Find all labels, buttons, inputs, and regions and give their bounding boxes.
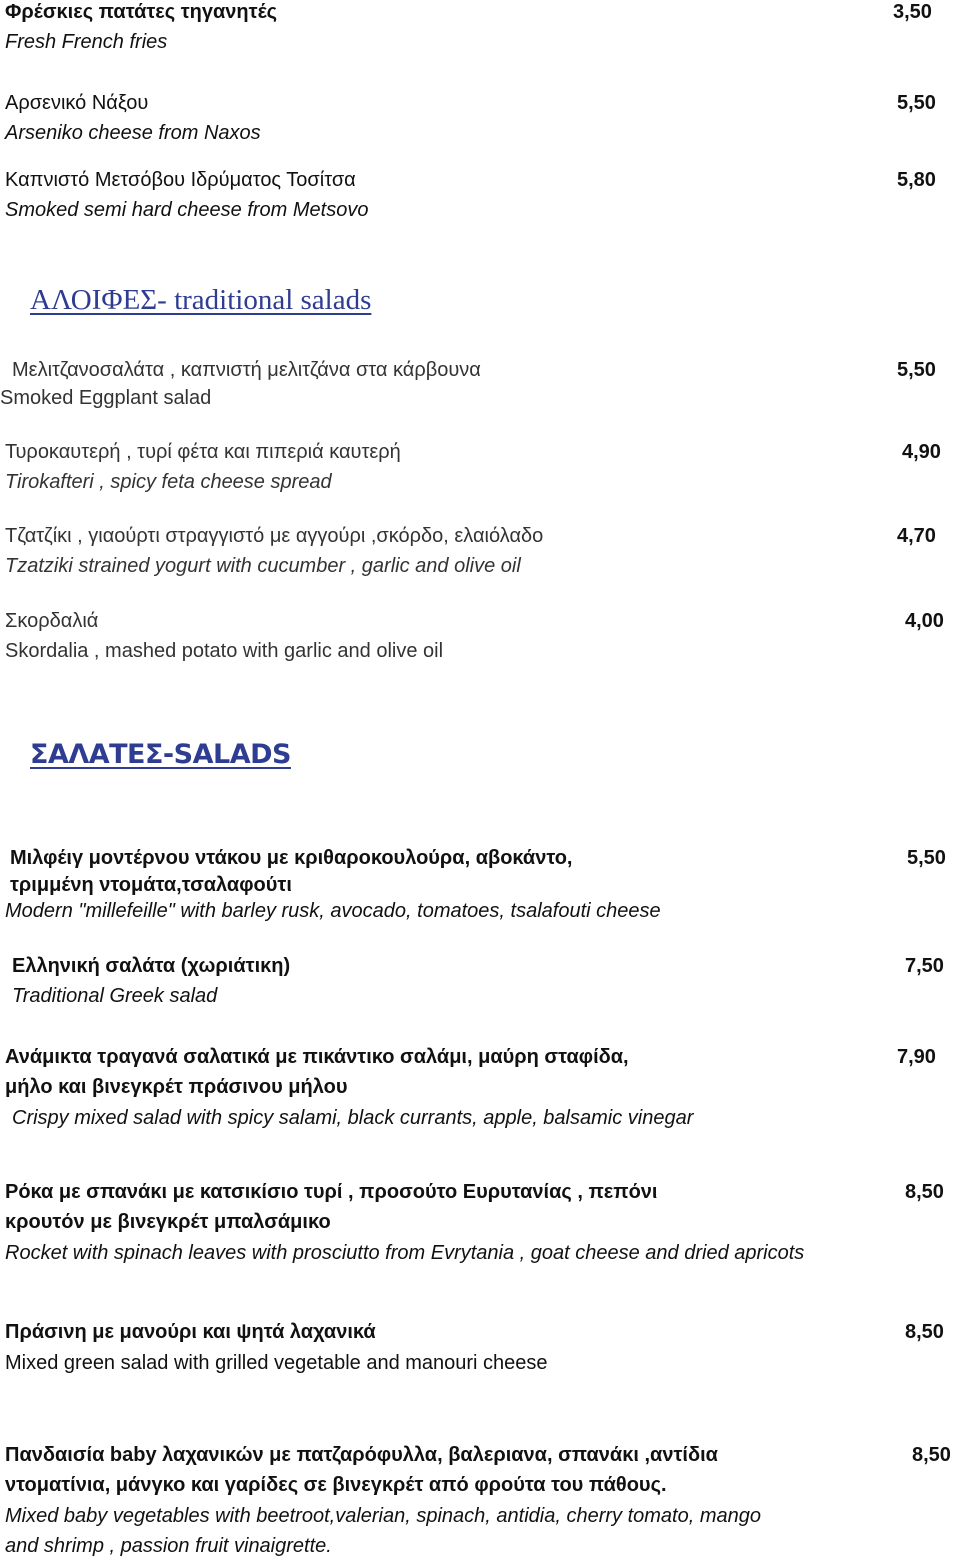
item-millefeuille-desc: Modern "millefeille" with barley rusk, avocado, tomatoes, tsalafouti cheese: [5, 900, 661, 922]
item-eggplant-price: 5,50: [897, 359, 936, 381]
item-millefeuille-name-line1: Μιλφέιγ μοντέρνου ντάκου με κριθαροκουλούρα, αβοκάντο,: [10, 847, 573, 869]
item-arseniko-name: Αρσενικό Νάξου: [5, 92, 149, 114]
item-mixed-crispy-name-line1: Ανάμικτα τραγανά σαλατικά με πικάντικο σαλάμι, μαύρη σταφίδα,: [5, 1046, 629, 1068]
item-baby-veg-desc-line2: and shrimp , passion fruit vinaigrette.: [5, 1535, 332, 1557]
item-greek-salad-name: Ελληνική σαλάτα (χωριάτικη): [12, 955, 291, 977]
item-tirokafteri-desc: Tirokafteri , spicy feta cheese spread: [5, 471, 332, 493]
item-skordalia-price: 4,00: [905, 610, 944, 632]
item-fries-name: Φρέσκιες πατάτες τηγανητές: [5, 1, 277, 23]
section-title-spreads: ΑΛΟΙΦΕΣ- traditional salads: [30, 284, 372, 316]
item-fries-price: 3,50: [893, 1, 932, 23]
item-skordalia-desc: Skordalia , mashed potato with garlic and olive oil: [5, 640, 444, 662]
item-rocket-name-line1: Ρόκα με σπανάκι με κατσικίσιο τυρί , προσούτο Ευρυτανίας , πεπόνι: [5, 1181, 658, 1203]
item-skordalia-name: Σκορδαλιά: [5, 610, 99, 632]
item-mixed-crispy-desc: Crispy mixed salad with spicy salami, black currants, apple, balsamic vinegar: [12, 1107, 694, 1129]
item-mixed-crispy-name-line2: μήλο και βινεγκρέτ πράσινου μήλου: [5, 1076, 348, 1098]
item-millefeuille-price: 5,50: [907, 847, 946, 869]
item-green-salad-price: 8,50: [905, 1321, 944, 1343]
item-tirokafteri-price: 4,90: [902, 441, 941, 463]
item-baby-veg-name-line1: Πανδαισία baby λαχανικών με πατζαρόφυλλα, βαλεριανα, σπανάκι ,αντίδια: [5, 1444, 718, 1466]
item-mixed-crispy-price: 7,90: [897, 1046, 936, 1068]
item-rocket-desc: Rocket with spinach leaves with prosciutto from Evrytania , goat cheese and dried apricots: [5, 1242, 805, 1264]
item-greek-salad-price: 7,50: [905, 955, 944, 977]
item-tirokafteri-name: Τυροκαυτερή , τυρί φέτα και πιπεριά καυτερή: [5, 441, 401, 463]
section-title-salads: ΣΑΛΑΤΕΣ-SALADS: [30, 739, 291, 770]
item-metsovo-name: Καπνιστό Μετσόβου Ιδρύματος Τοσίτσα: [5, 169, 356, 191]
item-fries-desc: Fresh French fries: [5, 31, 168, 53]
item-metsovo-price: 5,80: [897, 169, 936, 191]
item-baby-veg-price: 8,50: [912, 1444, 951, 1466]
item-eggplant-desc: Smoked Eggplant salad: [0, 387, 212, 409]
item-rocket-price: 8,50: [905, 1181, 944, 1203]
item-metsovo-desc: Smoked semi hard cheese from Metsovo: [5, 199, 369, 221]
item-rocket-name-line2: κρουτόν με βινεγκρέτ μπαλσάμικο: [5, 1211, 331, 1233]
item-tzatziki-name: Τζατζίκι , γιαούρτι στραγγιστό με αγγούρι ,σκόρδο, ελαιόλαδο: [5, 525, 544, 547]
item-green-salad-name: Πράσινη με μανούρι και ψητά λαχανικά: [5, 1321, 376, 1343]
item-arseniko-desc: Arseniko cheese from Naxos: [5, 122, 261, 144]
item-baby-veg-name-line2: ντοματίνια, μάνγκο και γαρίδες σε βινεγκρέτ από φρούτα του πάθους.: [5, 1474, 667, 1496]
item-greek-salad-desc: Traditional Greek salad: [12, 985, 218, 1007]
item-baby-veg-desc-line1: Mixed baby vegetables with beetroot,valerian, spinach, antidia, cherry tomato, mango: [5, 1505, 761, 1527]
item-eggplant-name: Μελιτζανοσαλάτα , καπνιστή μελιτζάνα στα κάρβουνα: [12, 359, 481, 381]
item-tzatziki-desc: Tzatziki strained yogurt with cucumber , garlic and olive oil: [5, 555, 521, 577]
item-green-salad-desc: Mixed green salad with grilled vegetable and manouri cheese: [5, 1352, 548, 1374]
item-tzatziki-price: 4,70: [897, 525, 936, 547]
item-arseniko-price: 5,50: [897, 92, 936, 114]
item-millefeuille-name-line2: τριμμένη ντομάτα,τσαλαφούτι: [10, 874, 292, 896]
